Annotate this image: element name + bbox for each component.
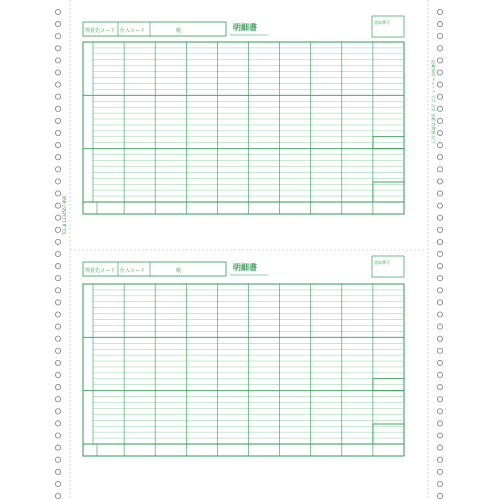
feed-hole bbox=[437, 143, 442, 148]
total-box bbox=[373, 182, 404, 202]
feed-hole bbox=[437, 46, 442, 51]
tractor-holes-left bbox=[55, 9, 60, 498]
table-frame bbox=[83, 42, 404, 214]
feed-hole bbox=[55, 70, 60, 75]
feed-hole bbox=[55, 215, 60, 220]
corner-label: 登録番号 bbox=[374, 260, 390, 265]
feed-hole bbox=[55, 372, 60, 377]
feed-hole bbox=[55, 167, 60, 172]
feed-hole bbox=[437, 118, 442, 123]
feed-hole bbox=[55, 312, 60, 317]
total-box bbox=[373, 424, 404, 444]
feed-hole bbox=[437, 397, 442, 402]
feed-hole bbox=[437, 9, 442, 14]
feed-hole bbox=[55, 433, 60, 438]
detail-table bbox=[83, 42, 404, 214]
feed-hole bbox=[55, 409, 60, 414]
feed-hole bbox=[55, 469, 60, 474]
feed-hole bbox=[55, 457, 60, 462]
feed-hole bbox=[55, 300, 60, 305]
feed-hole bbox=[437, 22, 442, 27]
feed-hole bbox=[437, 360, 442, 365]
feed-hole bbox=[55, 251, 60, 256]
form-title: 明細書 bbox=[233, 263, 257, 272]
statement-form-2 bbox=[83, 256, 404, 456]
feed-hole bbox=[55, 276, 60, 281]
feed-hole bbox=[55, 9, 60, 14]
feed-hole bbox=[55, 336, 60, 341]
detail-table bbox=[83, 284, 404, 456]
feed-hole bbox=[437, 58, 442, 63]
feed-hole bbox=[55, 227, 60, 232]
feed-hole bbox=[437, 288, 442, 293]
feed-hole bbox=[437, 493, 442, 498]
feed-hole bbox=[55, 58, 60, 63]
feed-hole bbox=[55, 130, 60, 135]
feed-hole bbox=[437, 264, 442, 269]
table-frame bbox=[83, 284, 404, 456]
feed-hole bbox=[437, 348, 442, 353]
feed-hole bbox=[55, 493, 60, 498]
feed-hole bbox=[437, 336, 442, 341]
feed-hole bbox=[55, 22, 60, 27]
feed-hole bbox=[437, 239, 442, 244]
feed-hole bbox=[437, 215, 442, 220]
feed-hole bbox=[437, 457, 442, 462]
feed-hole bbox=[55, 46, 60, 51]
feed-hole bbox=[55, 324, 60, 329]
feed-hole bbox=[437, 469, 442, 474]
feed-hole bbox=[437, 385, 442, 390]
feed-hole bbox=[55, 203, 60, 208]
feed-hole bbox=[437, 155, 442, 160]
header-field-label: 仕入コード bbox=[120, 28, 146, 34]
feed-hole bbox=[55, 397, 60, 402]
form-header bbox=[83, 256, 404, 277]
form-title: 明細書 bbox=[233, 23, 257, 32]
feed-hole bbox=[437, 94, 442, 99]
feed-hole bbox=[55, 118, 60, 123]
feed-hole bbox=[437, 34, 442, 39]
header-field-label: 得意先コード bbox=[85, 268, 116, 274]
feed-hole bbox=[437, 409, 442, 414]
feed-hole bbox=[437, 106, 442, 111]
feed-hole bbox=[437, 227, 442, 232]
feed-hole bbox=[437, 372, 442, 377]
feed-hole bbox=[55, 481, 60, 486]
feed-hole bbox=[55, 445, 60, 450]
feed-hole bbox=[55, 106, 60, 111]
header-field-label: 得意先コード bbox=[85, 28, 116, 34]
feed-hole bbox=[55, 94, 60, 99]
feed-hole bbox=[55, 348, 60, 353]
feed-hole bbox=[437, 421, 442, 426]
feed-hole bbox=[55, 82, 60, 87]
feed-hole bbox=[437, 70, 442, 75]
feed-hole bbox=[55, 179, 60, 184]
header-field-label: 殿 bbox=[176, 268, 182, 274]
feed-hole bbox=[55, 360, 60, 365]
feed-hole bbox=[55, 385, 60, 390]
tractor-holes-right bbox=[437, 9, 442, 498]
side-print-right: 記載事項 チェック 小計 合計 金額 消費税 区分 bbox=[431, 60, 436, 144]
feed-hole bbox=[55, 143, 60, 148]
corner-label: 登録番号 bbox=[374, 20, 390, 25]
feed-hole bbox=[437, 300, 442, 305]
header-field-label: 仕入コード bbox=[120, 268, 146, 274]
feed-hole bbox=[55, 191, 60, 196]
feed-hole bbox=[55, 421, 60, 426]
feed-hole bbox=[437, 167, 442, 172]
feed-hole bbox=[55, 34, 60, 39]
form-header bbox=[83, 16, 404, 37]
feed-hole bbox=[437, 130, 442, 135]
feed-hole bbox=[437, 82, 442, 87]
statement-form-1 bbox=[83, 16, 404, 214]
feed-hole bbox=[437, 445, 442, 450]
feed-hole bbox=[55, 288, 60, 293]
feed-hole bbox=[437, 276, 442, 281]
feed-hole bbox=[55, 155, 60, 160]
feed-hole bbox=[55, 239, 60, 244]
header-field-label: 殿 bbox=[176, 28, 182, 34]
feed-hole bbox=[437, 203, 442, 208]
feed-hole bbox=[55, 264, 60, 269]
feed-hole bbox=[437, 433, 442, 438]
feed-hole bbox=[437, 179, 442, 184]
feed-hole bbox=[437, 251, 442, 256]
feed-hole bbox=[437, 324, 442, 329]
side-print-left: TCL-B 1234567-890 bbox=[62, 195, 67, 235]
feed-hole bbox=[437, 312, 442, 317]
feed-hole bbox=[437, 481, 442, 486]
feed-hole bbox=[437, 191, 442, 196]
